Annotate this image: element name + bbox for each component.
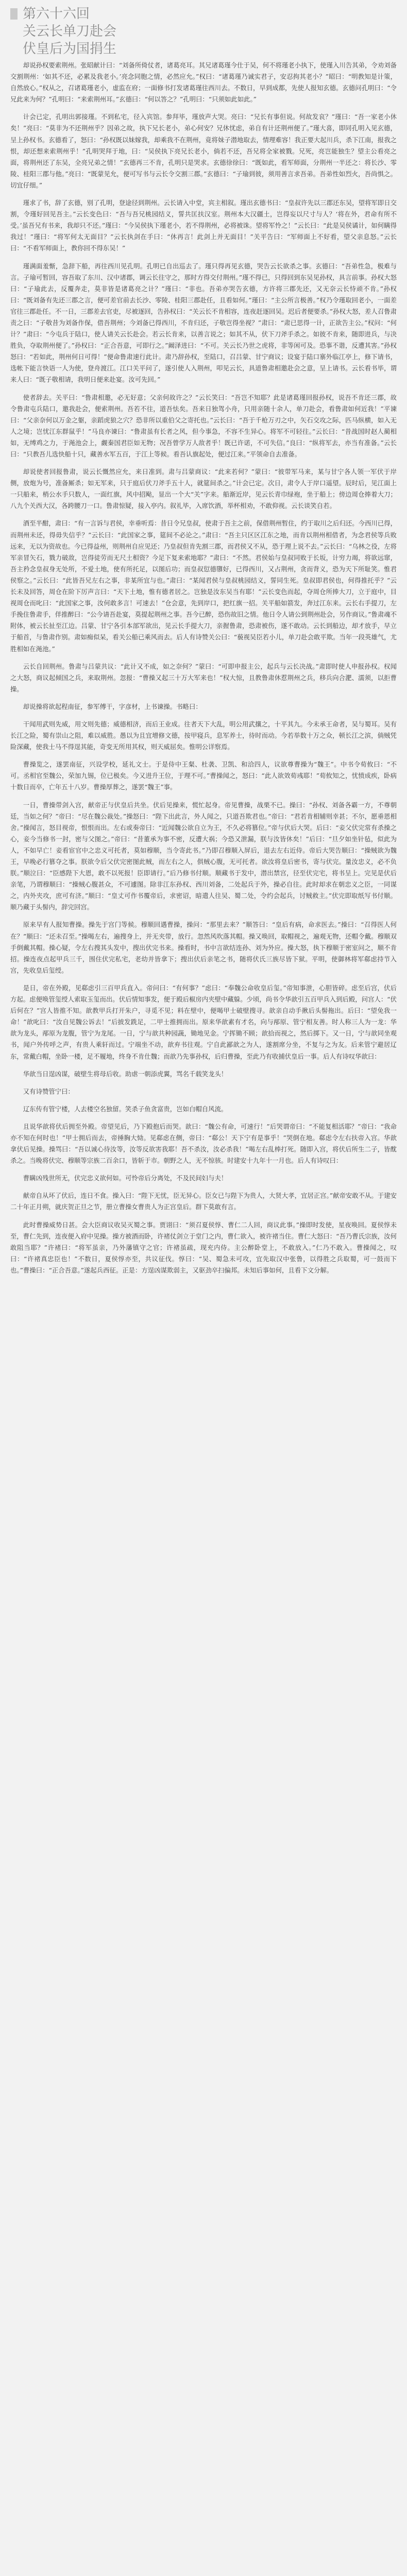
paragraph: 是日，帝在外殿，见郗虑引三百甲兵直入。帝问曰：“有何事？”虑曰：“奉魏公命收皇后玺。”帝知事泄，心胆皆碎。虑至后宫，伏后方起。虑便唤管玺绶人索取玉玺而出。伏后情知事发，便于殿后椒房内夹壁中藏躲。少顷，尚书令华歆引五百甲兵入到后殿，问宫人：“伏后何在？”宫人皆推不知。歆教甲兵打开朱户，寻觅不见；料在壁中，便喝甲士破壁搜寻。歆亲自动手揪后头髻拖出。后曰：“望免我一命！”歆叱曰：“汝自见魏公诉去！”后披发跣足，二甲士推拥而出。原来华歆素有才名，向与邴原、管宁相友善。时人称三人为一龙：华歆为龙头，邴原为龙腹，管宁为龙尾。一日，宁与歆共种园蔬，锄地见金。宁挥锄不顾；歆拾而视之，然后掷下。又一日，宁与歆同坐观书，闻户外传呼之声，有贵人乘轩而过。宁端坐不动，歆弃书往观。宁自此鄙歆之为人，遂割席分坐，不复与之为友。后来管宁避居辽东，常戴白帽，坐卧一楼，足不履地，终身不肯仕魏；而歆乃先事孙权，后归曹操，至此乃有收捕伏皇后一事。后人有诗叹华歆曰： (10, 984, 397, 1060)
paragraph: 一日，曹操带剑入宫，献帝正与伏皇后共坐。伏后见操来，慌忙起身。帝见曹操，战栗不已。操曰：“孙权、刘备各霸一方，不尊朝廷，当如之何？”帝曰：“尽在魏公裁处。”操怒曰：“陛下出此言，外人闻之，只道吾欺君也。”帝曰：“君若肯相辅则幸甚；不尔，愿垂恩相舍。”操闻言，怒目视帝，恨恨而出。左右或奏帝曰：“近闻魏公欲自立为王，不久必将篡位。”帝与伏后大哭。后曰：“妾父伏完常有杀操之心，妾今当修书一封，密与父图之。”帝曰：“昔董承为事不密，反遭大祸；今恐又泄漏，朕与汝皆休矣！”后曰：“旦夕如坐针毡，似此为人，不如早亡！妾看宦官中之忠义可托者，莫如穆顺，当令寄此书。”乃即召穆顺入屏后，退去左右近侍。帝后大哭告顺曰：“操贼欲为魏王，早晚必行篡夺之事。朕欲令后父伏完密图此贼，而左右之人，俱贼心腹，无可托者。欲汝将皇后密书，寄与伏完。量汝忠义，必不负朕。”顺泣曰：“臣感陛下大恩，敢不以死报！臣即请行。”后乃修书付顺。顺藏书于发中，潜出禁宫，径至伏完宅，将书呈上。完见是伏后亲笔，乃谓穆顺曰：“操贼心腹甚众，不可遽图。除非江东孙权、西川刘备，二处起兵于外，操必自往。此时却求在朝忠义之臣，一同谋之，内外夹攻，庶可有济。”顺曰：“皇丈可作书覆帝后，求密诏，暗遣人往吴、蜀二处，令约会起兵，讨贼救主。”伏完即取纸写书付顺。顺乃藏于头髻内，辞完回宫。 (10, 801, 397, 911)
paragraph: 辽东传有管宁楼，人去楼空名独留。笑杀子鱼贪富贵，岂如白帽自风流。 (23, 1105, 228, 1113)
paragraph: 曹瞒凶残世所无，伏完忠义欲何如。可怜帝后分离处，不及民间妇与夫！ (23, 1174, 228, 1182)
chapter-header (0, 5, 407, 60)
paragraph: 却说孙权要索荆州。张昭献计曰：“刘备所倚仗者，诸葛亮耳。其兄诸葛瑾今仕于吴，何不将瑾老小执下，使瑾入川告其弟，令劝刘备交割荆州：‘如其不还，必累及我老小。’亮念同胞之情，必然应允。”权曰：“诸葛瑾乃诚实君子，安忍拘其老小？”昭曰：“明教知是计策，自然放心。”权从之，召诸葛瑾老小，虚监在府；一面修书打发诸葛瑾往西川去。不数日，早到成都，先使人报知玄德。玄德问孔明曰：“令兄此来为何？”孔明曰：“来索荆州耳。”玄德曰：“何以答之？”孔明曰：“只须如此如此。” (10, 61, 397, 104)
chapter-title-line-1: 关云长单刀赴会 (23, 24, 117, 39)
paragraph: 使者辞去。关平曰：“鲁肃相邀，必无好意；父亲何故许之？”云长笑曰：“吾岂不知耶？此是诸葛瑾回报孙权，说吾不肯还三郡，故令鲁肃屯兵陆口，邀我赴会，便索荆州。吾若不往，道吾怯矣。吾来日独驾小舟，只用亲随十余人，单刀赴会，看鲁肃如何近我！”平谏曰：“父亲奈何以万金之躯，亲蹈虎狼之穴？恐非所以重伯父之寄托也。”云长曰：“吾于千枪万刃之中，矢石交攻之际，匹马纵横，如入无人之境；岂忧江东群鼠乎！”马良亦谏曰：“鲁肃虽有长者之风，但今事急，不容不生异心。将军不可轻往。”云长曰：“昔战国时赵人蔺相如，无缚鸡之力，于渑池会上，觑秦国君臣如无物；况吾曾学万人敌者乎！既已许诺，不可失信。”良曰：“纵将军去，亦当有准备。”云长曰：“只教吾儿选快船十只，藏善水军五百，于江上等候。看吾认旗起处，便过江来。”平领命自去准备。 (10, 393, 397, 458)
paragraph: 瑾求了书，辞了玄德，别了孔明，登途径到荆州。云长请入中堂，宾主相叙。瑾出玄德书曰：“皇叔许先以三郡还东吴，望将军即日交割，令瑾好回见吾主。”云长变色曰：“吾与吾兄桃园结义，誓共匡扶汉室。荆州本大汉疆土，岂得妄以尺寸与人？‘将在外，君命有所不受。’虽吾兄有书来，我却只不还。”瑾曰：“今吴侯执下瑾老小，若不得荆州，必将被诛。望将军怜之！”云长曰：“此是吴侯谲计，如何瞒得我过！”瑾曰：“将军何太无面目？”云长执剑在手曰：“休再言！此剑上并无面目！”关平告曰：“军师面上不好看，望父亲息怒。”云长曰：“不看军师面上，教你回不得东吴！” (10, 199, 397, 252)
paragraph: 却说使者回报鲁肃，说云长慨然应允，来日准到。肃与吕蒙商议：“此来若何？”蒙曰：“彼带军马来，某与甘宁各人领一军伏于岸侧，放炮为号，准备厮杀；如无军来，只于庭后伏刀斧手五十人，就筵间杀之。”计会已定。次日，肃令人于岸口遥望。辰时后，见江面上一只船来，梢公水手只数人，一面红旗，风中招飐，显出一个大“关”字来。船渐近岸，见云长青巾绿袍，坐于船上；傍边周仓捧着大刀；八九个关西大汉，各跨腰刀一口。鲁肃惊疑，接入亭内。叙礼毕，入席饮酒，举杯相劝，不敢仰视。云长谈笑自若。 (10, 468, 397, 510)
paragraph: 曹操览之，遂罢南征，兴设学校，延礼文士。于是侍中王粲、杜袭、卫凯、和洽四人，议欲尊曹操为“魏王”。中书令荀攸曰：“不可。丞相官至魏公，荣加九锡，位已极矣。今又进升王位，于理不可。”曹操闻之，怒曰：“此人欲效荀彧耶！”荀攸知之，忧愤成疾，卧病十数日而卒，亡年五十八岁。曹操厚葬之，遂罢“魏王”事。 (10, 760, 397, 791)
paragraph: 瑾满面羞惭，急辞下船，再往西川见孔明。孔明已自出巡去了。瑾只得再见玄德，哭告云长欲杀之事。玄德曰：“吾弟性急，极难与言。子瑜可暂回，容吾取了东川、汉中诸郡，调云长往守之，那时方得交付荆州。”瑾不得已，只得回到东吴见孙权，具言前事。孙权大怒曰：“子瑜此去，反覆奔走，莫非皆是诸葛亮之计？”瑾曰：“非也。吾弟亦哭告玄德，方许将三郡先还，又无奈云长恃顽不肯。”孙权曰：“既刘备有先还三郡之言，便可差官前去长沙、零陵、桂阳三郡赴任，且看如何。”瑾曰：“主公所言极善。”权乃令瑾取回老小，一面差官往三郡赴任。不一日，三郡差去官吏，尽被逐回，告孙权曰：“关云长不肯相容，连夜赶逐回吴。迟后者便要杀。”孙权大怒，差人召鲁肃责之曰：“子敬昔为刘备作保，借吾荆州；今刘备已得西川，不肯归还，子敬岂得坐视？”肃曰：“肃已思得一计，正欲告主公。”权问：“何计？”肃曰：“今屯兵于陆口，使人请关云长赴会。若云长肯来，以善言说之；如其不从，伏下刀斧手杀之。如彼不肯来，随即进兵，与决胜负，夺取荆州便了。”孙权曰：“正合吾意，可即行之。”阚泽进曰：“不可。关云长乃世之虎将，非等闲可及。恐事不谐，反遭其害。”孙权怒曰：“若如此，荆州何日可得！”便命鲁肃速行此计。肃乃辞孙权，至陆口，召吕蒙、甘宁商议；设宴于陆口寨外临江亭上，修下请书，选帐下能言快语一人为使，登舟渡江。江口关平问了，遂引使人入荆州，叩见云长，具道鲁肃相邀赴会之意，呈上请书。云长看书毕，谓来人曰：“既子敬相请，我明日便来赴宴。汝可先回。” (10, 262, 397, 384)
paragraph: 又有诗赞管宁曰： (23, 1087, 74, 1095)
paragraph: 却说操将欲起程南征，参军傅干，字彦材，上书谏操。书略曰： (23, 702, 202, 710)
paragraph: 干闻用武则先威，用文则先德；威德相济，而后王业成。往者天下大乱，明公用武攘之，十平其九。今未承王命者，吴与蜀耳。吴有长江之险，蜀有崇山之阻，难以威胜。愚以为且宜增修文德，按甲寝兵，息军养士，待时而动。今若举数十万之众，顿长江之滨，倘贼凭险深藏，使我士马不得逞其能，奇变无所用其权，则天威屈矣。惟明公详察焉。 (10, 720, 397, 751)
chapter-number: 第六十六回 (23, 6, 90, 22)
paragraph: 计会已定，孔明出郭接瑾。不到私宅，径入宾馆。参拜毕，瑾放声大哭。亮曰：“兄长有事但说。何故发哀？”瑾曰：“吾一家老小休矣！”亮曰：“莫非为不还荆州乎？因弟之故，执下兄长老小，弟心何安？兄休忧虑，弟自有计还荆州便了。”瑾大喜，即同孔明入见玄德，呈上孙权书。玄德看了，怒曰：“孙权既以妹嫁我，却乘我不在荆州，竟将妹子潜地取去，情理难容！我正要大起川兵，杀下江南，报我之恨，却还想来索荆州乎！”孔明哭拜于地，曰：“吴侯执下亮兄长老小，倘若不还，吾兄将全家被戮。兄死，亮岂能独生？望主公看亮之面，将荆州还了东吴，全亮兄弟之情！”玄德再三不肯，孔明只是哭求。玄德徐徐曰：“既如此，看军师面，分荆州一半还之：将长沙、零陵、桂阳三郡与他。”亮曰：“既蒙见允，便可写书与云长令交割三郡。”玄德曰：“子瑜到彼，须用善言求吾弟。吾弟性如烈火，吾尚惧之。切宜仔细。” (10, 113, 397, 189)
paragraph: 原来早有人报知曹操。操先于宫门等候。穆顺回遇曹操，操问：“那里去来？”顺答曰：“皇后有病，命求医去。”操曰：“召得医人何在？”顺曰：“还未召至。”操喝左右，遍搜身上，并无夹带，放行。忽然风吹落其帽。操又唤回，取帽视之，遍观无物，还帽令戴。穆顺双手倒戴其帽。操心疑，令左右搜其头发中，搜出伏完书来。操看时，书中言欲结连孙、刘为外应。操大怒，执下穆顺于密室问之，顺不肯招。操连夜点起甲兵三千，围住伏完私宅，老幼并皆拿下；搜出伏后亲笔之书，随将伏氏三族尽皆下狱。平明，使御林将军郗虑持节入宫，先收皇后玺绶。 (10, 921, 397, 974)
paragraph: 献帝自从坏了伏后，连日不食。操入曰：“陛下无忧，臣无异心。臣女已与陛下为贵人，大贤大孝，宜居正宫。”献帝安敢不从。于建安二十年正月朔，就庆贺正旦之节，册立曹操女曹贵人为正宫皇后。群下莫敢有言。 (10, 1192, 397, 1211)
paragraph: 云长自回荆州。鲁肃与吕蒙共议：“此计又不成，如之奈何？”蒙曰：“可即申报主公，起兵与云长决战。”肃即时使人申报孙权。权闻之大怒，商议起倾国之兵，来取荆州。忽报：“曹操又起三十万大军来也！”权大惊，且教鲁肃休惹荆州之兵，移兵向合淝、濡须，以拒曹操。 (10, 662, 397, 693)
paragraph: 此时曹操威势日甚。会大臣商议收吴灭蜀之事。贾诩曰：“须召夏侯惇、曹仁二人回，商议此事。”操即时发使，星夜唤回。夏侯惇未至，曹仁先到，连夜便入府中见操。操方被酒而卧，许褚仗剑立于堂门之内，曹仁欲入，被许褚当住。曹仁大怒曰：“吾乃曹氏宗族，汝何敢阻当耶？”许褚曰：“将军虽亲，乃外藩镇守之官；许褚虽疏，现充内侍。主公醉卧堂上，不敢放入。”仁乃不敢入。曹操闻之，叹曰：“许褚真忠臣也！”不数日，夏侯惇亦至，共议征伐。惇曰：“吴、蜀急未可攻，宜先取汉中张鲁，以得胜之兵取蜀，可一鼓而下也。”曹操曰：“正合吾意。”遂起兵西征。正是：方逞凶谋欺弱主，又驱劲卒扫偏邦。未知后事如何，且看下文分解。 (10, 1221, 397, 1274)
paragraph: 酒至半酣，肃曰：“有一言诉与君侯，幸垂听焉：昔日令兄皇叔，使肃于吾主之前，保借荆州暂住，约于取川之后归还。今西川已得，而荆州未还，得毋失信乎？”云长曰：“此国家之事，筵间不必论之。”肃曰：“吾主只区区江东之地，而肯以荆州相借者，为念君侯等兵败远来，无以为资故也。今已得益州，则荆州自应见还；乃皇叔但肯先割三郡，而君侯又不从，恐于理上说不去。”云长曰：“乌林之役，左将军亲冒矢石，戮力破敌，岂得徒劳而无尺土相资？今足下复来索地耶？”肃曰：“不然。君侯始与皇叔同败于长坂，计穷力竭，将欲远窜，吾主矜念皇叔身无处所，不爱土地，使有所托足，以图后功；而皇叔愆德隳好，已得西川，又占荆州，贪而背义，恐为天下所耻笑。惟君侯察之。”云长曰：“此皆吾兄左右之事，非某所宜与也。”肃曰：“某闻君侯与皇叔桃园结义，誓同生死。皇叔即君侯也，何得推托乎？”云长未及回答，周仓在阶下厉声言曰：“天下土地，惟有德者居之。岂独是汝东吴当有耶！”云长变色而起，夺周仓所捧大刀，立于庭中，目视周仓而叱曰：“此国家之事，汝何敢多言！可速去！”仓会意，先到岸口，把红旗一招。关平船如箭发，奔过江东来。云长右手提刀，左手挽住鲁肃手，佯推醉曰：“公今请吾赴宴，莫提起荆州之事。吾今已醉，恐伤故旧之情。他日令人请公到荆州赴会，另作商议。”鲁肃魂不附体，被云长扯至江边。吕蒙、甘宁各引本部军欲出，见云长手提大刀，亲握鲁肃，恐肃被伤，遂不敢动。云长到船边，却才放手，早立于船首，与鲁肃作别。肃如痴似呆，看关公船已乘风而去。后人有诗赞关公曰：“藐视吴臣若小儿，单刀赴会敢平欺。当年一段英雄气，尤胜相如在渑池。” (10, 519, 397, 653)
chapter-title-block (23, 5, 116, 58)
chapter-body (0, 60, 407, 1276)
chapter-title-line-2: 伏皇后为国捐生 (23, 41, 117, 57)
paragraph: 华歆当日逞凶谋，破壁生将母后收。助虐一朝添虎翼，骂名千载笑龙头！ (23, 1070, 228, 1078)
book-cover-thumbnail (10, 8, 18, 20)
paragraph: 且说华歆将伏后拥至外殿。帝望见后，乃下殿抱后而哭。歆曰：“魏公有命，可速行！”后哭谓帝曰：“不能复相活耶？”帝曰：“我命亦不知在何时也！”甲士拥后而去，帝捶胸大恸。见郗虑在侧，帝曰：“郗公！天下宁有是事乎！”哭倒在地。郗虑令左右扶帝入宫。华歆拿伏后见操。操骂曰：“吾以诚心待汝等，汝等反欲害我耶！吾不杀汝，汝必杀我！”喝左右乱棒打死。随即入宫，将伏后所生二子，皆酖杀之。当晚将伏完、穆顺等宗族二百余口，皆斩于市。朝野之人，无不惊骇。时建安十九年十一月也。后人有诗叹曰： (10, 1122, 397, 1165)
